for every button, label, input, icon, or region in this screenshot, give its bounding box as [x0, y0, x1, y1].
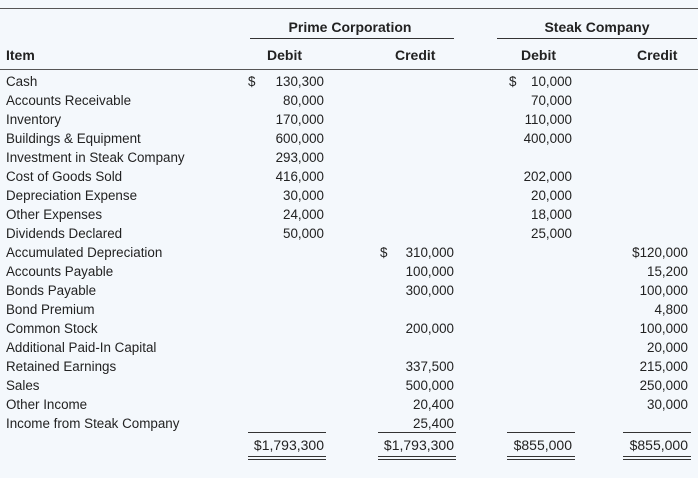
row-item-label: Accumulated Depreciation [6, 245, 163, 260]
cell-steak-debit: 400,000 [523, 131, 572, 146]
cell-steak-credit: 100,000 [639, 321, 688, 336]
cell-prime-debit: 50,000 [283, 226, 324, 241]
table-row [0, 167, 698, 186]
dollar-sign-prime-credit: $ [380, 245, 388, 260]
row-item-label: Retained Earnings [6, 359, 117, 374]
row-item-label: Sales [6, 378, 40, 393]
table-row [0, 281, 698, 300]
cell-prime-debit: 24,000 [283, 207, 324, 222]
header-rule [0, 69, 698, 70]
group-header-prime: Prime Corporation [288, 19, 412, 35]
table-row [0, 395, 698, 414]
row-item-label: Income from Steak Company [6, 416, 180, 431]
cell-prime-credit: 25,400 [413, 416, 454, 431]
table-row [0, 414, 698, 433]
cell-prime-debit: 80,000 [283, 93, 324, 108]
row-item-label: Additional Paid-In Capital [6, 340, 157, 355]
table-row [0, 319, 698, 338]
table-row [0, 243, 698, 262]
table-row [0, 129, 698, 148]
row-item-label: Other Income [6, 397, 88, 412]
table-row [0, 376, 698, 395]
cell-prime-credit: 310,000 [405, 245, 454, 260]
row-item-label: Cost of Goods Sold [6, 169, 123, 184]
row-item-label: Cash [6, 74, 38, 89]
row-item-label: Dividends Declared [6, 226, 123, 241]
cell-steak-debit: 10,000 [531, 74, 572, 89]
cell-steak-credit: 20,000 [647, 340, 688, 355]
double-underline-steak-debit-a [507, 456, 575, 457]
cell-prime-credit: 100,000 [405, 264, 454, 279]
row-item-label: Other Expenses [6, 207, 103, 222]
sum-line-steak-credit [623, 432, 691, 433]
total-prime-debit: $1,793,300 [253, 437, 324, 453]
table-row [0, 300, 698, 319]
total-steak-credit: $855,000 [629, 437, 688, 453]
cell-prime-debit: 600,000 [275, 131, 324, 146]
row-item-label: Accounts Payable [6, 264, 114, 279]
cell-steak-credit: 100,000 [639, 283, 688, 298]
header-steak-debit: Debit [521, 47, 556, 63]
table-row [0, 186, 698, 205]
dollar-sign-prime-debit: $ [248, 74, 256, 89]
table-row [0, 357, 698, 376]
row-item-label: Bonds Payable [6, 283, 97, 298]
row-item-label: Accounts Receivable [6, 93, 132, 108]
header-prime-debit: Debit [267, 47, 302, 63]
sum-line-prime-credit [378, 432, 456, 433]
row-item-label: Investment in Steak Company [6, 150, 185, 165]
table-row [0, 110, 698, 129]
table-row [0, 205, 698, 224]
cell-steak-debit: 25,000 [531, 226, 572, 241]
row-item-label: Bond Premium [6, 302, 95, 317]
header-steak-credit: Credit [637, 47, 678, 63]
double-underline-prime-debit-b [248, 459, 326, 460]
top-rule [0, 8, 698, 9]
double-underline-prime-credit-a [378, 456, 456, 457]
cell-steak-debit: 70,000 [531, 93, 572, 108]
total-prime-credit: $1,793,300 [383, 437, 454, 453]
cell-steak-debit: 202,000 [523, 169, 572, 184]
row-item-label: Buildings & Equipment [6, 131, 141, 146]
row-item-label: Depreciation Expense [6, 188, 138, 203]
cell-prime-debit: 30,000 [283, 188, 324, 203]
cell-steak-debit: 110,000 [524, 112, 572, 127]
group-underline-steak [497, 38, 697, 39]
table-row [0, 262, 698, 281]
table-row [0, 224, 698, 243]
sum-line-prime-debit [248, 432, 326, 433]
sum-line-steak-debit [507, 432, 575, 433]
header-prime-credit: Credit [395, 47, 436, 63]
double-underline-prime-credit-b [378, 459, 456, 460]
table-row [0, 148, 698, 167]
dollar-sign-steak-debit: $ [509, 74, 517, 89]
cell-steak-credit: 15,200 [647, 264, 688, 279]
cell-steak-credit: 215,000 [639, 359, 688, 374]
table-row [0, 338, 698, 357]
cell-steak-debit: 20,000 [531, 188, 572, 203]
row-item-label: Common Stock [6, 321, 98, 336]
cell-prime-credit: 500,000 [405, 378, 454, 393]
cell-steak-credit: $120,000 [632, 245, 688, 260]
cell-prime-credit: 337,500 [405, 359, 454, 374]
cell-prime-credit: 200,000 [405, 321, 454, 336]
group-header-steak: Steak Company [544, 19, 650, 35]
cell-prime-credit: 20,400 [413, 397, 454, 412]
double-underline-prime-debit-a [248, 456, 326, 457]
double-underline-steak-debit-b [507, 459, 575, 460]
total-steak-debit: $855,000 [513, 437, 572, 453]
cell-steak-credit: 4,800 [654, 302, 688, 317]
cell-prime-debit: 170,000 [275, 112, 324, 127]
cell-steak-credit: 30,000 [647, 397, 688, 412]
cell-prime-debit: 416,000 [275, 169, 324, 184]
cell-prime-credit: 300,000 [405, 283, 454, 298]
row-item-label: Inventory [6, 112, 62, 127]
group-underline-prime [250, 38, 454, 39]
cell-steak-debit: 18,000 [531, 207, 572, 222]
table-row [0, 91, 698, 110]
double-underline-steak-credit-b [623, 459, 691, 460]
table-row [0, 72, 698, 91]
double-underline-steak-credit-a [623, 456, 691, 457]
header-item: Item [6, 47, 35, 63]
cell-steak-credit: 250,000 [639, 378, 688, 393]
cell-prime-debit: 130,300 [275, 74, 324, 89]
cell-prime-debit: 293,000 [275, 150, 324, 165]
